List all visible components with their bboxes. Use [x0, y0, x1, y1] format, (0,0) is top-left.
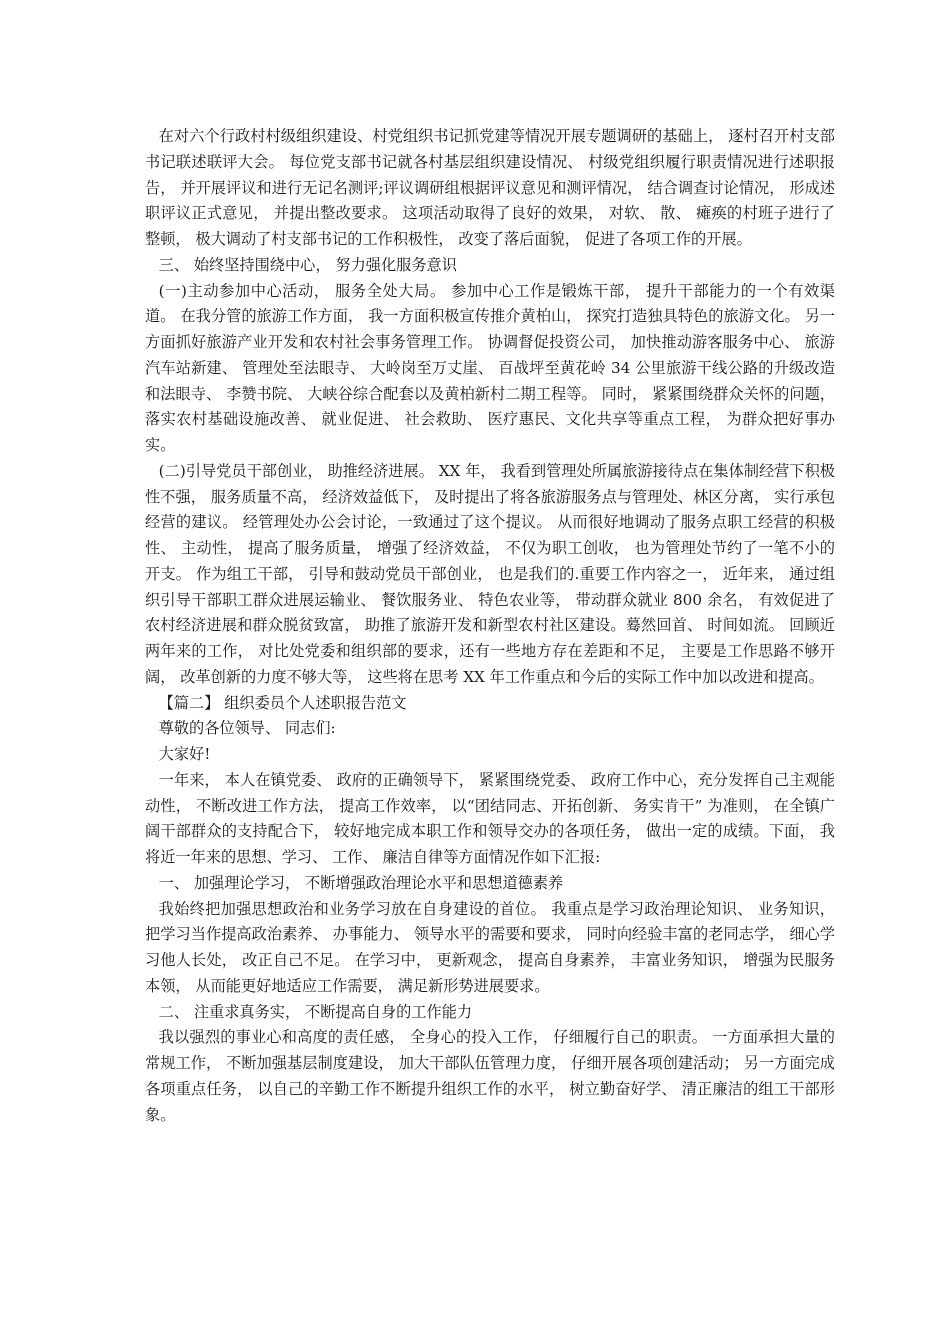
heading-section-one: 一、 加强理论学习， 不断增强政治理论水平和思想道德素养	[158, 873, 564, 892]
greeting: 大家好!	[158, 745, 211, 763]
paragraph-entrepreneurship: (二)引导党员干部创业， 助推经济进展。 XX 年， 我看到管理处所属旅游接待点在集体制经营下积极性不强， 服务质量不高， 经济效益低下， 及时提出了将各旅游服务点与管理处、林区分离， 实行承包经营的建议。 经管理处办公会讨论，一致通过了这个提议。 从而很好地调动了服务点职工经营的积极性、 主动性， 提高了服务质量， 增强了经济效益， 不仅为职工创收， 也为管理处节约了一笔不小的开支。 作为组工干部， 引导和鼓动党员干部创业， 也是我们的.重要工作内容之一， 近年来， 通过组织引导干部职工群众进展运输业、 餐饮服务业、 特色农业等， 带动群众就业 800 余名， 有效促进了农村经济进展和群众脱贫致富， 助推了旅游开发和新型农村社区建设。蓦然回首、 时间如流。 回顾近两年来的工作， 对比处党委和组织部的要求，还有一些地方存在差距和不足， 主要是工作思路不够开阔， 改革创新的力度不够大等， 这些将在思考 XX 年工作重点和今后的实际工作中加以改进和提高。	[145, 461, 835, 686]
heading-part-two: 【篇二】 组织委员个人述职报告范文	[158, 693, 407, 712]
paragraph-study: 我始终把加强思想政治和业务学习放在自身建设的首位。 我重点是学习政治理论知识、 业务知识， 把学习当作提高政治素养、 办事能力、 领导水平的需要和要求， 同时向经验丰富的老同志学， 细心学习他人长处， 改正自己不足。 在学习中， 更新观念， 提高自身素养， 丰富业务知识， 增强为民服务本领， 从而能更好地适应工作需要， 满足新形势进展要求。	[145, 899, 835, 995]
paragraph-work-ability: 我以强烈的事业心和高度的责任感， 全身心的投入工作， 仔细履行自己的职责。 一方面承担大量的常规工作， 不断加强基层制度建设， 加大干部队伍管理力度， 仔细开展各项创建活动； 另一方面完成各项重点任务， 以自己的辛勤工作不断提升组织工作的水平， 树立勤奋好学、 清正廉洁的组工干部形象。	[145, 1028, 835, 1124]
heading-section-three: 三、 始终坚持围绕中心， 努力强化服务意识	[158, 255, 457, 274]
salutation: 尊敬的各位领导、 同志们:	[158, 719, 336, 738]
paragraph-introduction: 一年来， 本人在镇党委、 政府的正确领导下， 紧紧围绕党委、 政府工作中心，充分发挥自己主观能动性， 不断改进工作方法， 提高工作效率， 以“团结同志、开拓创新、 务实肯干” 为准则， 在全镇广阔干部群众的支持配合下， 较好地完成本职工作和领导交办的各项任务， 做出一定的成绩。下面， 我将近一年来的思想、学习、 工作、 廉洁自律等方面情况作如下汇报:	[145, 770, 835, 866]
heading-section-two: 二、 注重求真务实， 不断提高自身的工作能力	[158, 1002, 473, 1021]
paragraph-center-activity: (一)主动参加中心活动， 服务全处大局。 参加中心工作是锻炼干部， 提升干部能力的一个有效渠道。 在我分管的旅游工作方面， 我一方面积极宣传推介黄柏山， 探究打造独具特色的旅游文化。 另一方面抓好旅游产业开发和农村社会事务管理工作。 协调督促投资公司， 加快推动游客服务中心、 旅游汽车站新建、 管理处至法眼寺、 大岭岗至万丈崖、 百战坪至黄花岭 34 公里旅游干线公路的升级改造和法眼寺、 李赞书院、 大峡谷综合配套以及黄柏新村二期工程等。 同时， 紧紧围绕群众关怀的问题， 落实农村基础设施改善、 就业促进、 社会救助、 医疗惠民、文化共享等重点工程， 为群众把好事办实。	[145, 281, 835, 454]
document-page	[145, 124, 835, 1128]
paragraph-village-review: 在对六个行政村村级组织建设、村党组织书记抓党建等情况开展专题调研的基础上， 逐村召开村支部书记联述联评大会。 每位党支部书记就各村基层组织建设情况、 村级党组织履行职责情况进行述职报告， 并开展评议和进行无记名测评;评议调研组根据评议意见和测评情况， 结合调查讨论情况， 形成述职评议正式意见， 并提出整改要求。 这项活动取得了良好的效果， 对软、 散、 瘫痪的村班子进行了整顿， 极大调动了村支部书记的工作积极性， 改变了落后面貌， 促进了各项工作的开展。	[145, 127, 835, 248]
